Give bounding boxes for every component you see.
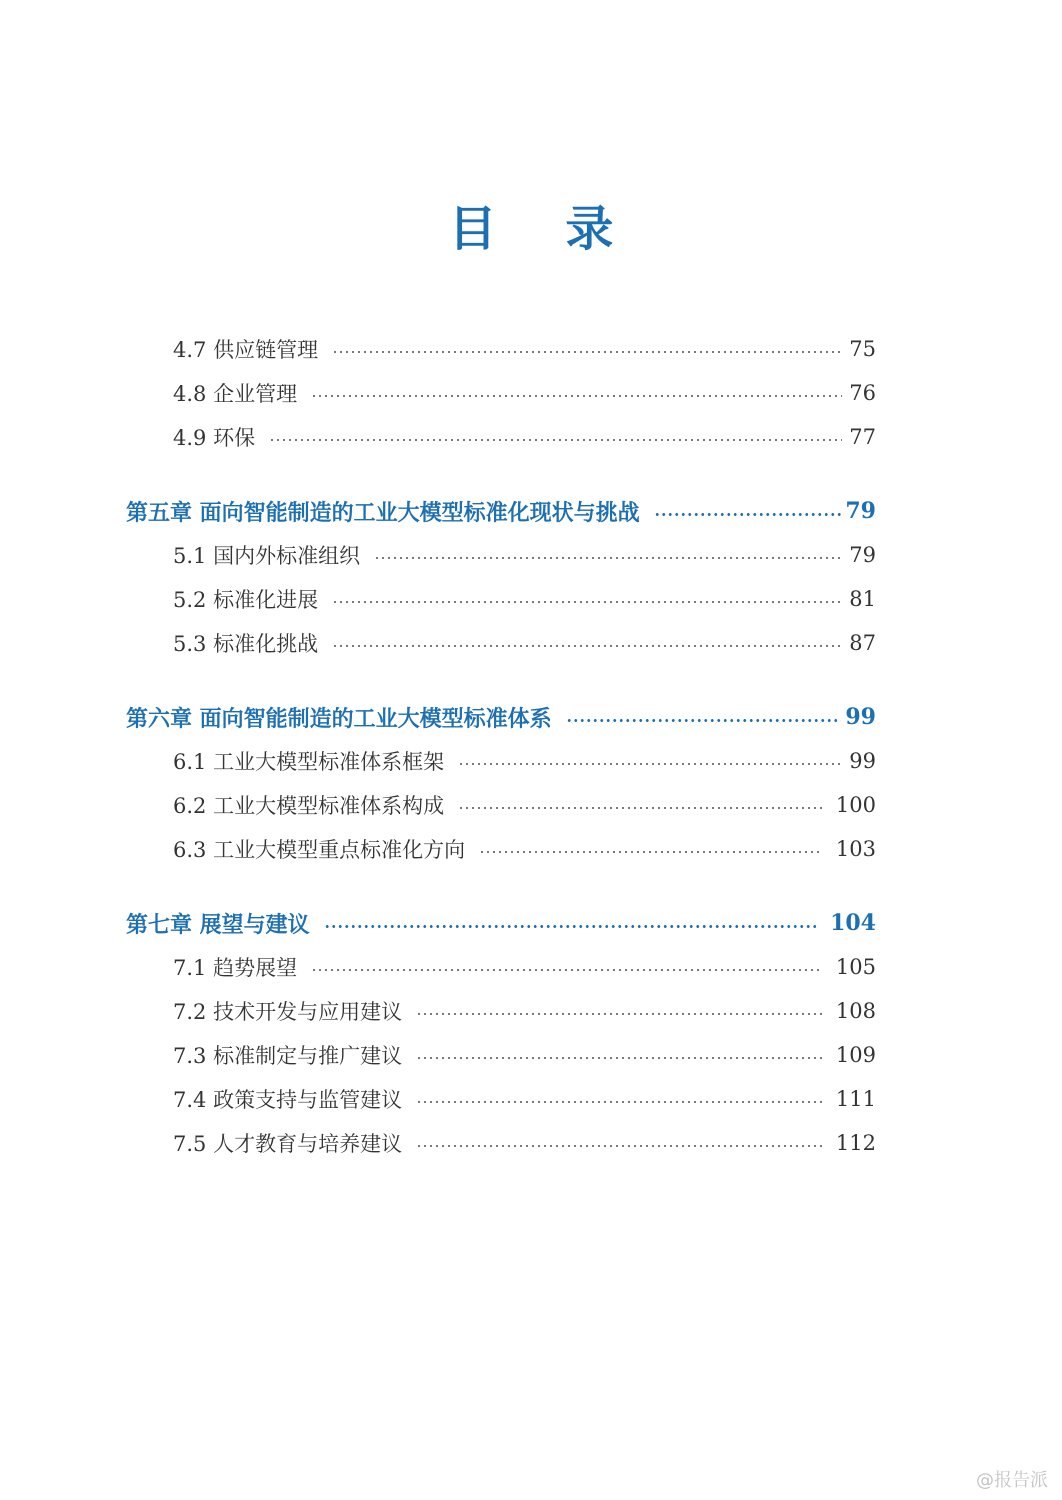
toc-entry-label: 4.9 环保 [173, 426, 256, 450]
toc-entry[interactable] [0, 327, 1062, 371]
toc-chapter-heading[interactable] [0, 489, 1062, 533]
toc-entry-label: 7.1 趋势展望 [173, 956, 298, 980]
toc-entry[interactable] [0, 945, 1062, 989]
dot-leader [416, 1013, 822, 1015]
toc-entry-page: 81 [849, 587, 876, 611]
toc-entry-label: 6.1 工业大模型标准体系框架 [173, 750, 445, 774]
toc-entry[interactable] [0, 577, 1062, 621]
dot-leader [332, 645, 842, 647]
toc-entry-label: 5.3 标准化挑战 [173, 632, 319, 656]
toc-entry-page: 112 [835, 1131, 876, 1155]
dot-leader [566, 719, 842, 722]
toc-group-chapter-5 [0, 489, 1062, 665]
toc-group-chapter-7 [0, 901, 1062, 1165]
toc-chapter-page: 99 [845, 704, 876, 730]
toc-group-chapter-6 [0, 695, 1062, 871]
dot-leader [458, 763, 842, 765]
toc-chapter-page: 104 [830, 910, 876, 936]
toc-entry-page: 100 [835, 793, 876, 817]
toc-entry[interactable] [0, 533, 1062, 577]
toc-entry-label: 5.1 国内外标准组织 [173, 544, 361, 568]
toc-entry-page: 108 [835, 999, 876, 1023]
toc-chapter-page: 79 [845, 498, 876, 524]
toc-entry-page: 103 [835, 837, 876, 861]
page-title: 目 录 [448, 201, 640, 257]
toc-entry-label: 6.2 工业大模型标准体系构成 [173, 794, 445, 818]
toc-entry-label: 7.2 技术开发与应用建议 [173, 1000, 403, 1024]
toc-chapter-heading[interactable] [0, 901, 1062, 945]
dot-leader [416, 1057, 822, 1059]
toc-entry[interactable] [0, 827, 1062, 871]
toc-entry-label: 5.2 标准化进展 [173, 588, 319, 612]
toc-group-chapter-4 [0, 327, 1062, 459]
toc-chapter-label: 第七章 展望与建议 [126, 912, 310, 938]
toc-chapter-label: 第五章 面向智能制造的工业大模型标准化现状与挑战 [126, 500, 640, 526]
toc-entry-label: 6.3 工业大模型重点标准化方向 [173, 838, 466, 862]
toc-entry[interactable] [0, 989, 1062, 1033]
dot-leader [311, 969, 822, 971]
toc-entry[interactable] [0, 1121, 1062, 1165]
table-of-contents [0, 327, 1062, 1195]
toc-entry-page: 75 [849, 337, 876, 361]
dot-leader [458, 807, 822, 809]
toc-entry[interactable] [0, 621, 1062, 665]
toc-entry-label: 7.5 人才教育与培养建议 [173, 1132, 403, 1156]
watermark: @报告派 [976, 1470, 1048, 1491]
toc-entry-label: 4.8 企业管理 [173, 382, 298, 406]
dot-leader [332, 351, 842, 353]
toc-entry[interactable] [0, 415, 1062, 459]
dot-leader [479, 851, 822, 853]
toc-entry-page: 109 [835, 1043, 876, 1067]
toc-entry[interactable] [0, 739, 1062, 783]
toc-entry-page: 87 [849, 631, 876, 655]
toc-entry[interactable] [0, 1077, 1062, 1121]
dot-leader [374, 557, 842, 559]
dot-leader [311, 395, 842, 397]
dot-leader [654, 513, 842, 516]
toc-entry-page: 77 [849, 425, 876, 449]
toc-entry[interactable] [0, 1033, 1062, 1077]
dot-leader [269, 439, 842, 441]
dot-leader [416, 1101, 822, 1103]
toc-entry-page: 76 [849, 381, 876, 405]
toc-entry-page: 99 [849, 749, 876, 773]
toc-entry-label: 4.7 供应链管理 [173, 338, 319, 362]
dot-leader [324, 925, 816, 928]
toc-entry-page: 79 [849, 543, 876, 567]
dot-leader [332, 601, 842, 603]
toc-entry-page: 105 [835, 955, 876, 979]
toc-entry-label: 7.4 政策支持与监管建议 [173, 1088, 403, 1112]
toc-entry-label: 7.3 标准制定与推广建议 [173, 1044, 403, 1068]
toc-entry-page: 111 [835, 1087, 876, 1111]
toc-entry[interactable] [0, 783, 1062, 827]
toc-chapter-heading[interactable] [0, 695, 1062, 739]
dot-leader [416, 1145, 822, 1147]
toc-chapter-label: 第六章 面向智能制造的工业大模型标准体系 [126, 706, 552, 732]
toc-entry[interactable] [0, 371, 1062, 415]
